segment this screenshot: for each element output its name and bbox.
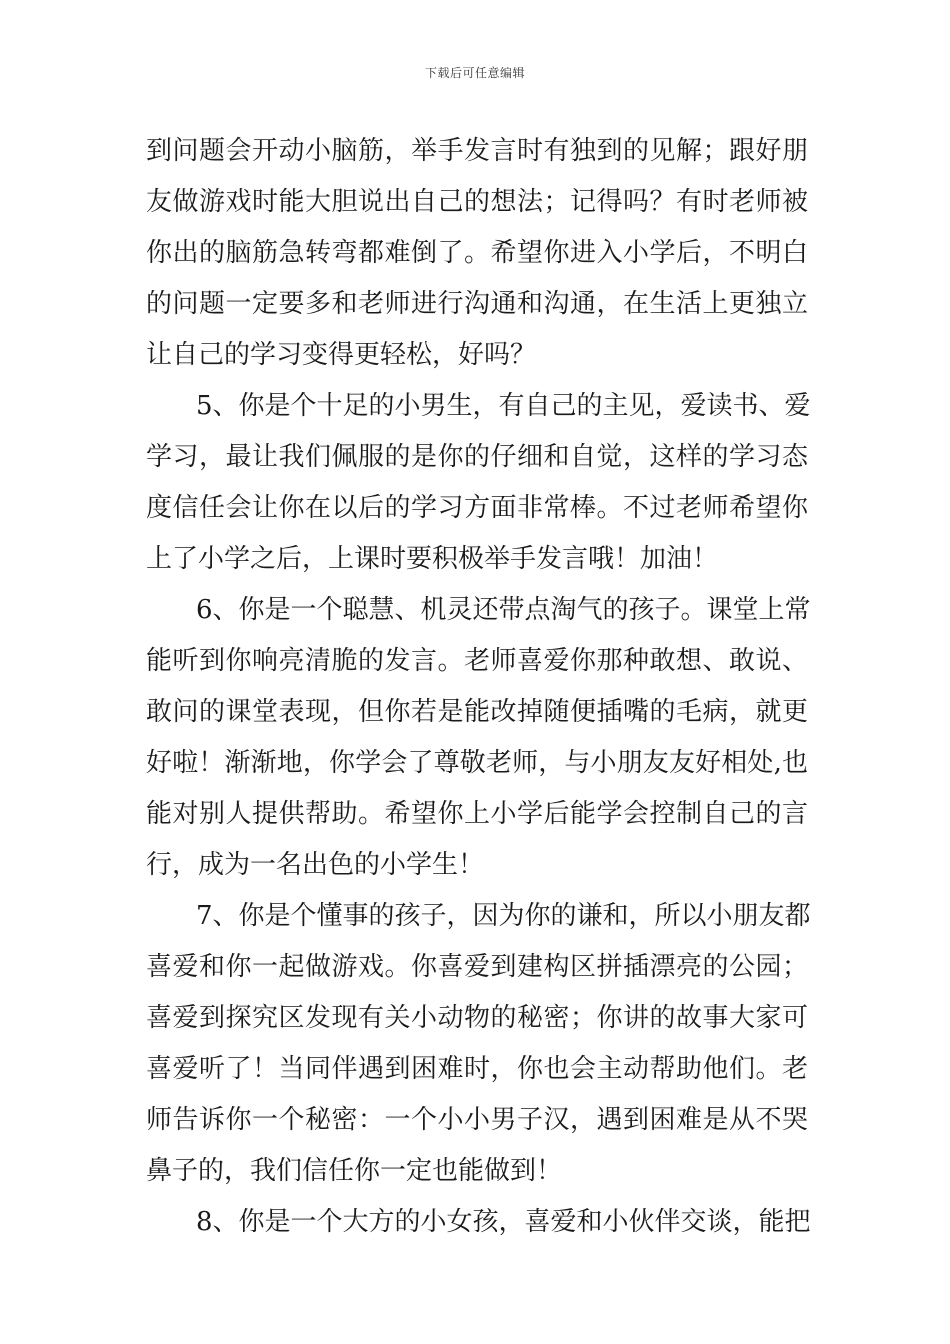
text-line: 行，成为一名出色的小学生！ — [146, 850, 485, 880]
text-line: 度信任会让你在以后的学习方面非常棒。不过老师希望你 — [146, 493, 808, 523]
text-line: 上了小学之后，上课时要积极举手发言哦！加油！ — [146, 544, 719, 574]
text-line: 6、你是一个聪慧、机灵还带点淘气的孩子。课堂上常 — [196, 595, 811, 625]
text-line: 的问题一定要多和老师进行沟通和沟通，在生活上更独立 — [146, 289, 808, 319]
text-line: 喜爱听了！当同伴遇到困难时，你也会主动帮助他们。老 — [146, 1054, 808, 1084]
text-line: 好啦！渐渐地，你学会了尊敬老师，与小朋友友好相处,也 — [146, 748, 808, 778]
text-line: 8、你是一个大方的小女孩，喜爱和小伙伴交谈，能把 — [196, 1207, 811, 1237]
text-line: 7、你是个懂事的孩子，因为你的谦和，所以小朋友都 — [196, 901, 811, 931]
text-line: 你出的脑筋急转弯都难倒了。希望你进入小学后，不明白 — [146, 238, 808, 268]
text-line: 师告诉你一个秘密：一个小小男子汉，遇到困难是从不哭 — [146, 1105, 808, 1135]
text-line: 喜爱到探究区发现有关小动物的秘密；你讲的故事大家可 — [146, 1003, 808, 1033]
text-line: 喜爱和你一起做游戏。你喜爱到建构区拼插漂亮的公园； — [146, 952, 808, 982]
document-body — [146, 126, 811, 1248]
text-line: 让自己的学习变得更轻松，好吗？ — [146, 340, 537, 370]
text-line: 学习，最让我们佩服的是你的仔细和自觉，这样的学习态 — [146, 442, 808, 472]
text-line: 能听到你响亮清脆的发言。老师喜爱你那种敢想、敢说、 — [146, 646, 808, 676]
text-line: 鼻子的，我们信任你一定也能做到！ — [146, 1156, 563, 1186]
text-line: 到问题会开动小脑筋，举手发言时有独到的见解；跟好朋 — [146, 136, 808, 166]
page-header: 下载后可任意编辑 — [424, 66, 525, 80]
text-line: 敢问的课堂表现，但你若是能改掉随便插嘴的毛病，就更 — [146, 697, 808, 727]
text-line: 友做游戏时能大胆说出自己的想法；记得吗？有时老师被 — [146, 187, 808, 217]
text-line: 能对别人提供帮助。希望你上小学后能学会控制自己的言 — [146, 799, 808, 829]
text-line: 5、你是个十足的小男生，有自己的主见，爱读书、爱 — [196, 391, 811, 421]
